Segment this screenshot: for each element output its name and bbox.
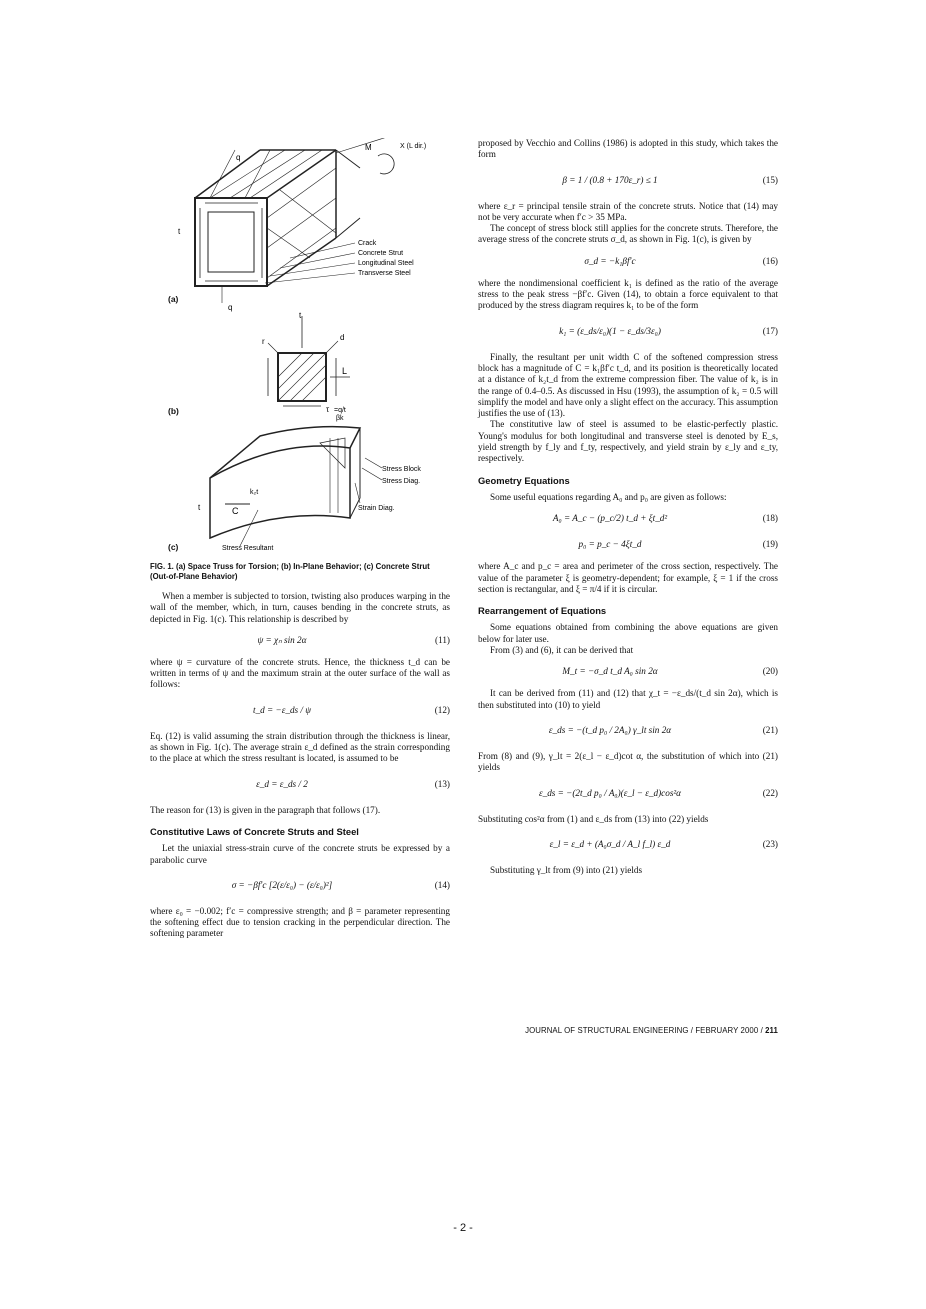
- equation-expression: ψ = χₙ sin 2α: [257, 634, 307, 645]
- paragraph: Eq. (12) is valid assuming the strain distribution through the thickness is linear, as shown in Fig. 1(c). The average strain ε_d defined as the strain corresponding to the place at which the stress resultant is located, is assumed to be: [150, 730, 450, 764]
- equation-number: (13): [434, 778, 450, 789]
- equation-expression: ε_l = ε_d + (A₀σ_d / A_l f_l) ε_d: [549, 838, 671, 849]
- equation-23: [478, 831, 778, 859]
- equation-expression: ε_ds = −(2t_d p₀ / A₀)(ε_l − ε_d)cos²α: [538, 787, 681, 798]
- equation-expression: σ_d = −k₁βf′c: [584, 255, 636, 266]
- left-column: [150, 138, 450, 946]
- equation-number: (22): [762, 787, 778, 798]
- equation-expression: A₀ = A_c − (p_c/2) t_d + ξt_d²: [552, 513, 668, 524]
- equation-20: [478, 662, 778, 682]
- t-axis-label: t: [299, 311, 302, 320]
- equation-number: (12): [434, 704, 450, 715]
- paragraph: Let the uniaxial stress-strain curve of the concrete struts be expressed by a parabolic curve: [150, 843, 450, 865]
- section-heading: Constitutive Laws of Concrete Struts and Steel: [150, 825, 359, 837]
- equation-12: [150, 697, 450, 725]
- equation-number: (21): [762, 724, 778, 735]
- journal-footer: [478, 1026, 778, 1035]
- figure-caption: FIG. 1. (a) Space Truss for Torsion; (b) In-Plane Behavior; (c) Concrete Strut (Out-of-Plane Behavior): [150, 562, 430, 581]
- paragraph: It can be derived from (11) and (12) that χ_t = −ε_ds/(t_d sin 2α), which is then substituted into (10) to yield: [478, 688, 778, 710]
- equation-expression: β = 1 / (0.8 + 170ε_r) ≤ 1: [562, 174, 658, 185]
- paragraph: Substituting γ_lt from (9) into (21) yields: [490, 864, 643, 875]
- equation-22: [478, 780, 778, 808]
- equation-expression: k₁ = (ε_ds/ε₀)(1 − ε_ds/3ε₀): [559, 325, 661, 336]
- equation-number: (20): [762, 666, 778, 677]
- shear-flow-label-bottom: q: [228, 303, 233, 312]
- l-axis-label: L: [342, 366, 348, 376]
- equation-15: [478, 167, 778, 195]
- longitudinal-steel-label: Longitudinal Steel: [358, 260, 414, 267]
- stress-block-label: Stress Block: [382, 466, 421, 473]
- equation-expression: ε_d = ε_ds / 2: [256, 778, 308, 789]
- equation-14: [150, 872, 450, 900]
- paragraph: where ε₀ = −0.002; f′c = compressive strength; and β = parameter representing the softening effect due to tension cracking in the perpendicular direction. The softening parameter: [150, 905, 450, 939]
- thickness-label-a: t: [178, 227, 181, 236]
- paragraph: Finally, the resultant per unit width C of the softened compression stress block has a magnitude of C = k₁βf′c t_d, and its position is theoretically located at a distance of k₂t_d from the extreme compression fiber. The value of k₂ is in the range of 0.4–0.5. As discussed in Hsu (1993), the assumption of k₂ = 0.5 will simplify the model and have only a slight effect on the accuracy. This assumption justifies the use of (13).: [478, 351, 778, 419]
- equation-number: (23): [762, 838, 778, 849]
- figure-1-drawing: [150, 138, 450, 558]
- paragraph: The reason for (13) is given in the paragraph that follows (17).: [150, 804, 381, 815]
- paragraph: From (3) and (6), it can be derived that: [490, 645, 634, 656]
- equation-11: [150, 631, 450, 651]
- equation-number: (18): [762, 513, 778, 524]
- equation-13: [150, 771, 450, 799]
- equation-number: (17): [762, 325, 778, 336]
- panel-c-label: (c): [168, 542, 179, 552]
- d-axis-label: d: [340, 333, 345, 342]
- equation-number: (19): [762, 539, 778, 550]
- paragraph: where the nondimensional coefficient k₁ is defined as the ratio of the average stress to the peak stress −βf′c. Given (14), to obtain a force equivalent to that produced by the stress diagram requires k₁ to be of the form: [478, 277, 778, 311]
- equation-expression: σ = −βf′c [2(ε/ε₀) − (ε/ε₀)²]: [231, 879, 333, 890]
- space-truss-diagram: [195, 138, 400, 303]
- paragraph: proposed by Vecchio and Collins (1986) is adopted in this study, which takes the form: [478, 138, 778, 160]
- paragraph: where ψ = curvature of the concrete struts. Hence, the thickness t_d can be written in terms of ψ and the maximum strain at the outer surface of the wall as follows:: [150, 656, 450, 690]
- equation-number: (16): [762, 255, 778, 266]
- concrete-strut-diagram: [210, 427, 382, 546]
- paragraph: where A_c and p_c = area and perimeter of the cross section, respectively. The value of the parameter ξ is geometry-dependent; for example, ξ = 1 if the cross section is rectangular, and ξ = π/4 if it is circular.: [478, 561, 778, 594]
- c-resultant-label: C: [232, 506, 239, 516]
- in-plane-element-diagram: [268, 316, 350, 406]
- shear-flow-label-top: q: [236, 153, 241, 162]
- section-heading: Rearrangement of Equations: [478, 605, 607, 617]
- equation-expression: t_d = −ε_ds / ψ: [253, 704, 311, 715]
- strain-diag-label: Strain Diag.: [358, 505, 395, 512]
- peak-stress-label: βk: [336, 415, 344, 422]
- thickness-label-c: t: [198, 503, 201, 512]
- stress-resultant-label: Stress Resultant: [222, 545, 274, 552]
- section-heading: Geometry Equations: [478, 474, 570, 486]
- x-axis-label: X (L dir.): [400, 143, 427, 150]
- equation-number: (11): [435, 634, 450, 645]
- equation-17: [478, 318, 778, 346]
- equation-16: [478, 252, 778, 272]
- journal-name: JOURNAL OF STRUCTURAL ENGINEERING / FEBRUARY 2000 /: [525, 1026, 766, 1035]
- equation-19: [478, 535, 778, 555]
- torque-label: M: [365, 143, 372, 152]
- tau-label: τ: [326, 405, 330, 414]
- equation-21: [478, 717, 778, 745]
- stress-diag-label: Stress Diag.: [382, 478, 421, 485]
- paragraph: The constitutive law of steel is assumed to be elastic-perfectly plastic. Young's modulus for both longitudinal and transverse steel is denoted by E_s, yield strength by f_ly and f_ty, respectively, and yield strain by ε_ly and ε_ty, respectively.: [478, 419, 778, 464]
- paragraph: Some equations obtained from combining the above equations are given below for later use.: [478, 622, 778, 644]
- right-column: [478, 138, 778, 882]
- panel-b-label: (b): [168, 406, 179, 416]
- concrete-strut-label: Concrete Strut: [358, 250, 404, 257]
- tau-equation-label: =q/t: [334, 407, 346, 414]
- crack-label: Crack: [358, 240, 377, 247]
- page-number: - 2 -: [453, 1222, 473, 1234]
- paragraph: From (8) and (9), γ_lt = 2(ε_l − ε_d)cot α, the substitution of which into (21) yields: [478, 750, 778, 773]
- equation-number: (14): [434, 879, 450, 890]
- equation-number: (15): [762, 174, 778, 185]
- paragraph: Some useful equations regarding A₀ and p₀ are given as follows:: [490, 491, 727, 502]
- r-axis-label: r: [262, 337, 265, 346]
- equation-expression: p₀ = p_c − 4ξt_d: [578, 539, 642, 550]
- figure-1: [150, 138, 450, 558]
- equation-expression: ε_ds = −(t_d p₀ / 2A₀) γ_lt sin 2α: [548, 724, 672, 735]
- panel-a-label: (a): [168, 294, 179, 304]
- equation-expression: M_t = −σ_d t_d A₀ sin 2α: [562, 666, 658, 677]
- journal-page: 211: [765, 1026, 778, 1035]
- transverse-steel-label: Transverse Steel: [358, 270, 411, 277]
- paragraph: When a member is subjected to torsion, twisting also produces warping in the wall of the member, which, in turn, causes bending in the concrete struts, as depicted in Fig. 1(c). This relationship is described by: [150, 591, 450, 624]
- paragraph: where ε_r = principal tensile strain of the concrete struts. Notice that (14) may not be very accurate when f′c > 35 MPa.: [478, 200, 778, 222]
- equation-18: [478, 509, 778, 529]
- paragraph: The concept of stress block still applies for the concrete struts. Therefore, the average stress of the concrete struts σ_d, as shown in Fig. 1(c), is given by: [478, 223, 778, 245]
- k2td-label: k₂t: [250, 489, 259, 496]
- paragraph: Substituting cos²α from (1) and ε_ds from (13) into (22) yields: [478, 813, 709, 824]
